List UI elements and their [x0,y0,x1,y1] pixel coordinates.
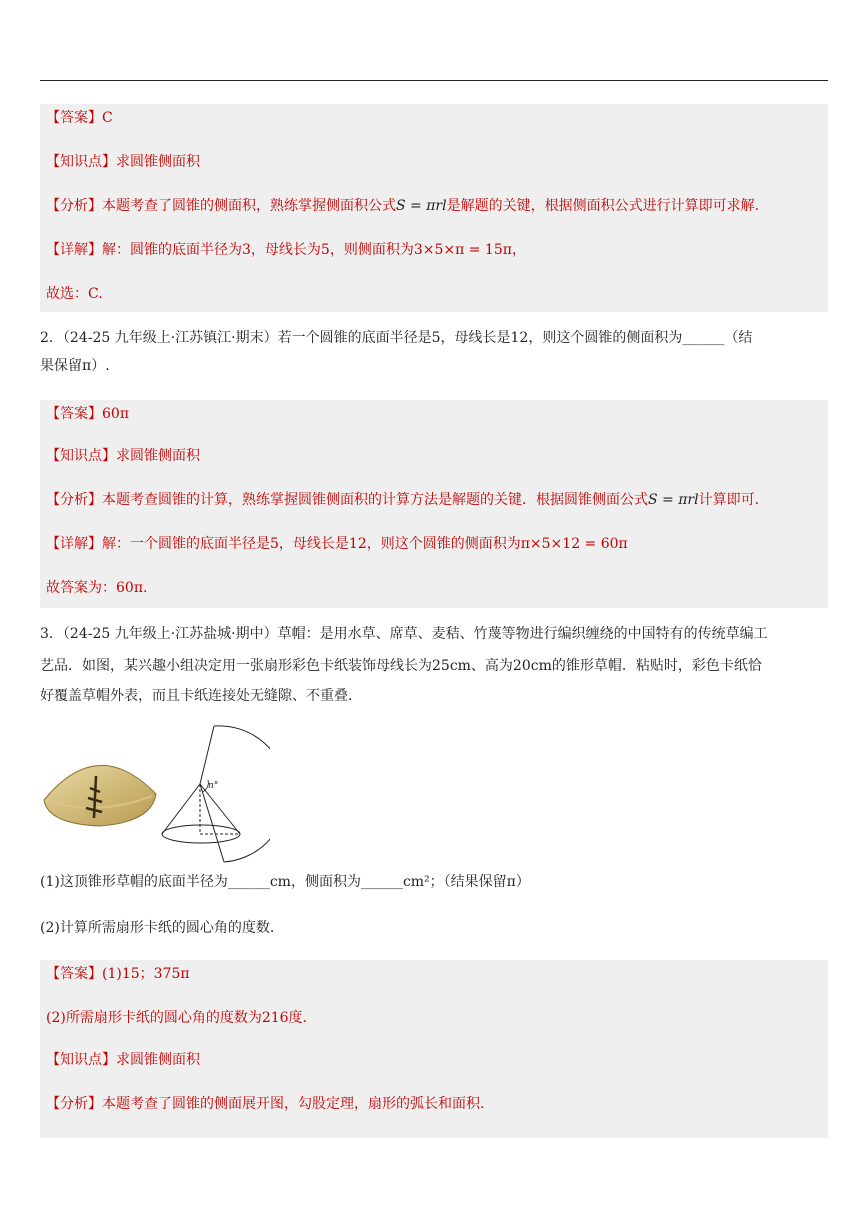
area-formula: S = πrl [396,198,447,214]
analysis-text-end: 计算即可. [698,492,760,508]
choice-line: 故选：C. [46,286,103,302]
knowledge-line: 【知识点】求圆锥侧面积 [46,448,200,464]
answer-line: 【答案】(1)15；375π [46,966,190,982]
analysis-text-end: 是解题的关键，根据侧面积公式进行计算即可求解. [446,198,760,214]
detail-line: 【详解】解：一个圆锥的底面半径是5，母线长是12，则这个圆锥的侧面积为π×5×12 = 60π [46,536,628,552]
question-3-sub-1: (1)这顶锥形草帽的底面半径为______cm，侧面积为______cm²；（结果保留π） [40,874,530,890]
solution-block-1 [40,104,828,312]
area-formula: S = πrl [648,492,699,508]
question-3-line-3: 好覆盖草帽外表，而且卡纸连接处无缝隙、不重叠. [40,688,353,704]
answer-line: 【答案】60π [46,406,130,422]
analysis-line [46,196,759,216]
question-2-line-1: 2．（24-25 九年级上·江苏镇江·期末）若一个圆锥的底面半径是5，母线长是12，则这个圆锥的侧面积为______（结 [40,330,753,346]
answer-line-2: (2)所需扇形卡纸的圆心角的度数为216度. [46,1010,308,1026]
question-3-line-2: 艺品．如图，某兴趣小组决定用一张扇形彩色卡纸装饰母线长为25cm、高为20cm的锥形草帽．粘贴时，彩色卡纸恰 [40,658,762,674]
question-3-line-1: 3．（24-25 九年级上·江苏盐城·期中）草帽：是用水草、席草、麦秸、竹蔑等物进行编织缠绕的中国特有的传统草编工 [40,626,768,642]
analysis-text: 【分析】本题考查圆锥的计算，熟练掌握圆锥侧面积的计算方法是解题的关键．根据圆锥侧面公式 [46,492,648,508]
question-3-sub-2: (2)计算所需扇形卡纸的圆心角的度数. [40,920,275,936]
cone-sector-diagram [158,722,270,872]
solution-block-2 [40,400,828,608]
analysis-text: 【分析】本题考查了圆锥的侧面积，熟练掌握侧面积公式 [46,198,396,214]
straw-hat-image [40,742,160,828]
question-2-line-2: 果保留π）. [40,358,110,374]
detail-line: 【详解】解：圆锥的底面半径为3，母线长为5，则侧面积为3×5×π = 15π， [46,242,526,258]
header-rule [40,80,828,81]
knowledge-line: 【知识点】求圆锥侧面积 [46,1052,200,1068]
answer-line: 【答案】C [46,110,113,126]
knowledge-line: 【知识点】求圆锥侧面积 [46,154,200,170]
angle-label: n° [208,781,219,791]
analysis-line: 【分析】本题考查了圆锥的侧面展开图，勾股定理，扇形的弧长和面积. [46,1096,485,1112]
analysis-line [46,490,759,510]
conclusion-line: 故答案为：60π. [46,580,148,596]
solution-block-3 [40,960,828,1138]
